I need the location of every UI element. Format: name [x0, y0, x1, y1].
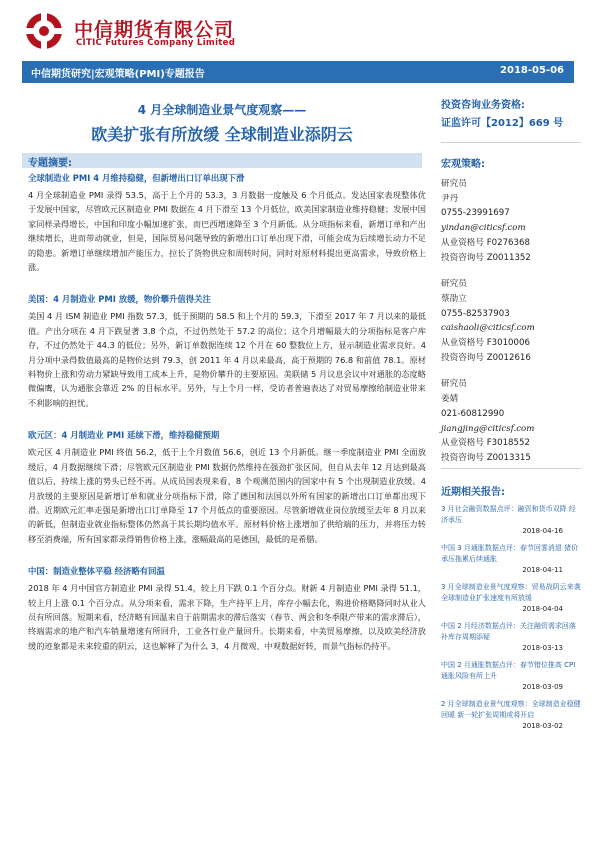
- cert-number: 证监许可【2012】669 号: [441, 118, 564, 129]
- analyst-name: 尹丹: [441, 193, 459, 204]
- related-report-date: 2018-04-16: [522, 526, 563, 535]
- section-body: 欧元区 4 月制造业 PMI 终值 56.2，低于上个月数值 56.6，创近 13 个月新低。继一季度制造业 PMI 全面放缓后，4 月数据继续下滑；尽管欧元区制造业 PMI 数据仍然维持在强劲扩张区间，但自从去年 12 月达到最高值以后，持续上涨的势头已经不再。从成员国表现来看，8 个观测范围内的国家中有 5 个出现制造业放缓。4 月放缓的主要原因是新增订单和就业分项指标下滑，除了德国和法国以外所有国家的新增出口订单都出现下滑。近期欧元汇率走强是新增出口订单降至 17 个月低点的重要原因。尽管新增就业岗位放缓至去年 8 月以来的新低，但制造业就业指标整体仍然高于其长期均值水平。原材料价格上涨增加了供给端的压力，并将压力转移至消费端，所有国家都录得销售价格上涨，涨幅最高的是德国，最低的是希腊。: [28, 447, 426, 544]
- section-spacer: [28, 546, 426, 564]
- analyst-role: 研究员: [441, 279, 467, 290]
- analyst-advisory: 投资咨询号 Z0013315: [441, 452, 531, 463]
- related-report-date: 2018-03-02: [522, 721, 563, 730]
- related-report-title[interactable]: 中国 2 月通胀数据点评：春节错位推高 CPI 通胀风险有所上升: [441, 660, 576, 680]
- related-report-title[interactable]: 3 月社会融资数据点评：融资和货币双降 经济承压: [441, 504, 576, 524]
- analyst-advisory: 投资咨询号 Z0012616: [441, 352, 531, 363]
- related-report-date: 2018-03-09: [522, 682, 563, 691]
- section-heading: 欧元区：4 月制造业 PMI 延续下滑，维持稳健预期: [28, 430, 220, 441]
- section-body: 2018 年 4 月中国官方制造业 PMI 录得 51.4，较上月下跌 0.1 个百分点。财新 4 月制造业 PMI 录得 51.1，较上月上涨 0.1 个百分点。从分项来看，需求下降，生产持平上月，库存小幅去化，购进价格略降同时从业人员有所回落。短期来看，经济略有回温来自于前期需求的滞后落实（春节、两会和冬季限产带来的需求滞后），终端需求的地产和汽车销量增速有所回升，工业各行业产量回升。长期来看，中美贸易摩擦，以及欧美经济放缓的迹象都是未来较重的阴云，这也解释了为什么 3、4 月微观、中观数据好转，而景气指标仍持平。: [28, 583, 426, 651]
- analyst-license: 从业资格号 F3010006: [441, 338, 530, 349]
- related-report-date: 2018-03-13: [522, 643, 563, 652]
- analyst-card: [441, 377, 581, 465]
- related-report-item[interactable]: [441, 582, 581, 615]
- cert-label: 投资咨询业务资格:: [441, 100, 525, 111]
- main-content: [28, 171, 426, 653]
- report-title: [22, 101, 422, 145]
- strategy-title: 宏观策略:: [441, 159, 485, 170]
- related-report-item[interactable]: [441, 543, 581, 576]
- report-header-bar: [22, 61, 574, 83]
- sidebar: [441, 96, 581, 738]
- section-eurozone: [28, 428, 426, 546]
- abstract-bar: [22, 153, 422, 168]
- analyst-license: 从业资格号 F0276368: [441, 237, 530, 248]
- section-us: [28, 292, 426, 410]
- analyst-role: 研究员: [441, 379, 467, 390]
- title-line-2: 欧美扩张有所放缓 全球制造业添阴云: [91, 125, 353, 144]
- report-date: 2018-05-06: [500, 65, 564, 76]
- section-heading: 中国：制造业整体平稳 经济略有回温: [28, 566, 165, 577]
- analyst-email[interactable]: yindan@citicsf.com: [441, 223, 526, 234]
- related-report-title[interactable]: 中国 3 月通胀数据点评：春节回雾消退 猪价承压拖累后续通胀: [441, 543, 579, 563]
- related-report-item[interactable]: [441, 699, 581, 732]
- analyst-name: 姜婧: [441, 394, 459, 405]
- company-name-en: CITIC Futures Company Limited: [76, 38, 236, 48]
- title-line-1: 4 月全球制造业景气度观察——: [137, 103, 307, 117]
- analyst-card: [441, 277, 581, 365]
- analyst-phone: 021-60812990: [441, 408, 505, 419]
- section-heading: 全球制造业 PMI 4 月维持稳健，但新增出口订单出现下滑: [28, 173, 245, 183]
- analyst-card: [441, 177, 581, 265]
- analyst-email[interactable]: caishaoli@citicsf.com: [441, 323, 535, 334]
- related-report-date: 2018-04-11: [522, 565, 563, 574]
- abstract-label: 专题摘要:: [28, 158, 72, 169]
- related-reports-list: [441, 504, 581, 732]
- related-report-title[interactable]: 3 月全球制造业景气度观察：贸易战阴云来袭 全球制造业扩张速度有所放缓: [441, 582, 581, 602]
- company-logo: [24, 11, 284, 51]
- analyst-phone: 0755-82537903: [441, 308, 510, 319]
- report-category: 中信期货研究|宏观策略(PMI)专题报告: [31, 69, 205, 80]
- company-name-cn: 中信期货有限公司: [74, 19, 235, 41]
- analyst-license: 从业资格号 F3018552: [441, 438, 530, 449]
- section-body: 4 月全球制造业 PMI 录得 53.5，高于上个月的 53.3，3 月数据一度触及 6 个月低点。发达国家表现整体优于发展中国家，尽管欧元区制造业 PMI 数据在 4 月下滑至 13 个月低位，欧美国家制造业维持稳健；发展中国家同样录得增长，中国和印度小幅加速扩张，而巴西增速降至 3 个月新低。从分项指标来看，新增订单和产出继续增长，进而带动就业，但是，国际贸易问题导致的新增出口订单出现下滑，可能会成为后续增长动力不足的隐患。新增订单继续增加产能压力，拉长了货物供应和周转时间，同时对原材料提出更高需求，导致价格上涨。: [28, 190, 426, 273]
- section-heading: 美国：4 月制造业 PMI 放缓，物价攀升值得关注: [28, 294, 211, 305]
- related-report-title[interactable]: 中国 2 月经济数据点评：关注融资需求回落 补库存周期添疑: [441, 621, 576, 641]
- analyst-role: 研究员: [441, 179, 467, 189]
- related-report-item[interactable]: [441, 621, 581, 654]
- related-reports-title: 近期相关报告:: [441, 486, 505, 498]
- section-china: [28, 564, 426, 653]
- section-global: [28, 171, 426, 274]
- citic-logo-icon: [24, 11, 64, 51]
- related-report-date: 2018-04-04: [522, 604, 563, 613]
- sidebar-divider: [441, 468, 581, 469]
- analyst-advisory: 投资咨询号 Z0011352: [441, 252, 531, 263]
- analyst-name: 蔡劭立: [441, 293, 467, 304]
- section-spacer: [28, 410, 426, 428]
- sidebar-divider: [441, 142, 581, 143]
- analyst-email[interactable]: jiangjing@citicsf.com: [441, 423, 535, 434]
- section-body: 美国 4 月 ISM 制造业 PMI 指数 57.3，低于预期的 58.5 和上个月的 59.3，下滑至 2017 年 7 月以来的最低值。产出分项在 4 月下跌显著 3.8 个点，不过仍然处于 57.2 的高位；这个月增幅最大的分项指标是客户库存，不过仍然处于 44.3 的低位；另外，新订单数据连续 12 个月在 60 整数位上方，显示制造业需求良好。4 月分项中录得数值最高的是物价达到 79.3，创 2011 年 4 月以来最高，高于预期的 76.8 和前值 78.1。原材料物价上涨和劳动力紧缺导致用工成本上升，是物价攀升的主要原因。美联储 5 月议息会议中对通胀的态度略微偏鹰，认为通胀会靠近 2% 的目标水平。另外，与上个月一样，受访者普遍表达了对贸易摩擦给制造业带来不利影响的担忧。: [28, 311, 426, 408]
- section-spacer: [28, 274, 426, 292]
- related-report-item[interactable]: [441, 660, 581, 693]
- related-report-item[interactable]: [441, 504, 581, 537]
- related-report-title[interactable]: 2 月全球制造业景气度观察：全球制造业稳健回暖 新一轮扩张周期或将开启: [441, 699, 581, 719]
- analyst-phone: 0755-23991697: [441, 208, 510, 219]
